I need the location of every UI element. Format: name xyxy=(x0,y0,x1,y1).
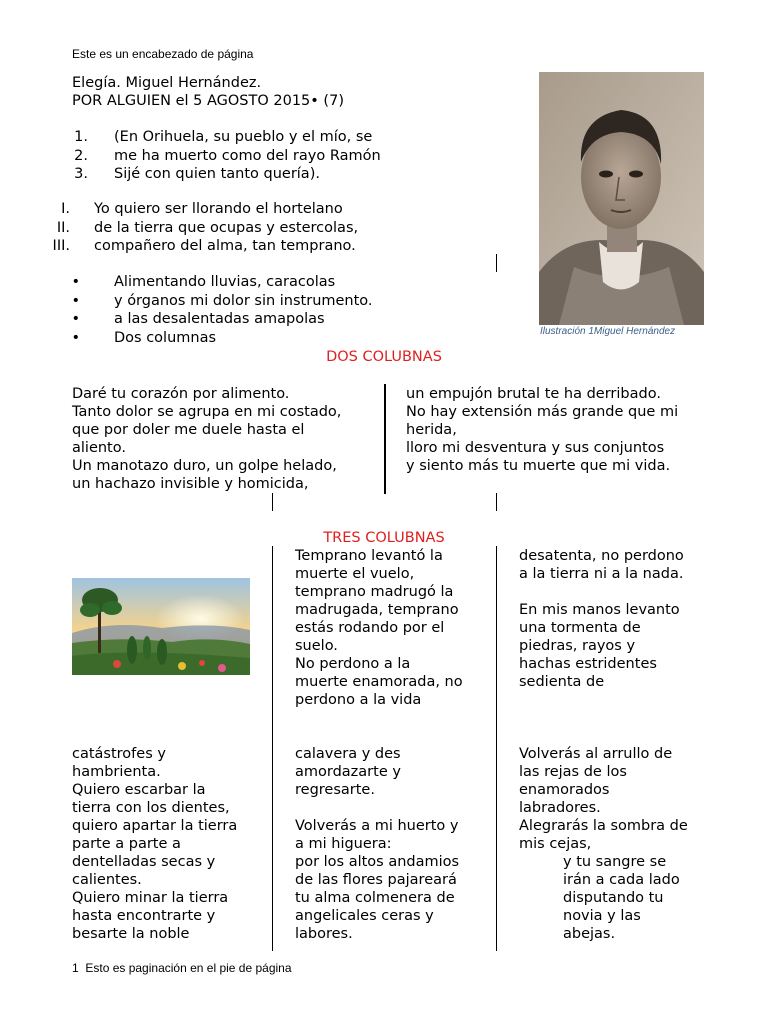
two-col-right xyxy=(406,385,716,475)
poem-byline: POR ALGUIEN el 5 AGOSTO 2015• (7) xyxy=(72,93,344,109)
list-text: me ha muerto como del rayo Ramón xyxy=(114,147,381,164)
list-item xyxy=(0,273,520,292)
poem-line: por los altos andamios xyxy=(295,854,460,870)
three-col-right-top xyxy=(519,547,714,691)
poem-line: piedras, rayos y xyxy=(519,638,636,654)
list-item xyxy=(0,329,520,348)
poem-line: de las flores pajareará xyxy=(295,872,457,888)
poem-line: calientes. xyxy=(72,872,142,888)
poem-line: y siento más tu muerte que mi vida. xyxy=(406,458,671,474)
list-marker: • xyxy=(71,311,80,327)
footer-page-number: 1 xyxy=(72,961,79,975)
poem-line: disputando tu xyxy=(563,890,664,906)
poem-line: una tormenta de xyxy=(519,620,641,636)
poem-line: Alegrarás la sombra de xyxy=(519,818,688,834)
page-footer xyxy=(72,961,292,975)
list-item xyxy=(0,147,520,166)
list-marker: 2. xyxy=(74,147,88,164)
poem-line: catástrofes y xyxy=(72,746,166,762)
column-divider xyxy=(272,546,273,951)
poem-line: labores. xyxy=(295,926,353,942)
poem-line: No hay extensión más grande que mi xyxy=(406,404,679,420)
list-marker: • xyxy=(71,329,80,346)
poem-line: Volverás al arrullo de xyxy=(519,746,673,762)
poem-line: abejas. xyxy=(563,926,616,942)
poem-line: Temprano levantó la xyxy=(295,548,443,564)
poem-line: herida, xyxy=(406,422,457,438)
list-item xyxy=(0,200,520,219)
list-marker: III. xyxy=(52,238,70,254)
poem-line: calavera y des xyxy=(295,746,401,762)
list-item xyxy=(0,310,520,329)
landscape-image xyxy=(72,578,250,675)
poem-line: un hachazo invisible y homicida, xyxy=(72,476,309,492)
page-header: Este es un encabezado de página xyxy=(72,47,254,61)
poem-line: hasta encontrarte y xyxy=(72,908,216,924)
list-marker: • xyxy=(71,292,80,309)
poem-line: a mi higuera: xyxy=(295,836,392,852)
poem-line: En mis manos levanto xyxy=(519,602,680,618)
three-col-mid-bottom xyxy=(295,745,490,943)
list-marker: 3. xyxy=(74,166,88,182)
poem-line: muerte enamorada, no xyxy=(295,674,463,690)
three-col-mid-top xyxy=(295,547,490,709)
list-text: de la tierra que ocupas y estercolas, xyxy=(94,219,359,236)
bullet-list xyxy=(0,273,520,347)
poem-line: tierra con los dientes, xyxy=(72,800,230,816)
section-two-heading: DOS COLUBNAS xyxy=(326,349,442,365)
three-col-left-bottom xyxy=(72,745,267,943)
poem-line: quiero apartar la tierra xyxy=(72,818,238,834)
poem-line: Quiero escarbar la xyxy=(72,782,206,798)
poem-line: Volverás a mi huerto y xyxy=(295,818,459,834)
poem-line: besarte la noble xyxy=(72,926,190,942)
poem-line: enamorados xyxy=(519,782,610,798)
poem-line: amordazarte y xyxy=(295,764,401,780)
poem-line: las rejas de los xyxy=(519,764,627,780)
list-item xyxy=(0,128,520,147)
list-text: y órganos mi dolor sin instrumento. xyxy=(114,292,373,309)
poem-line: parte a parte a xyxy=(72,836,181,852)
poem-line: muerte el vuelo, xyxy=(295,566,415,582)
poem-line: y tu sangre se xyxy=(563,854,667,870)
column-divider xyxy=(496,546,497,951)
poem-line: hambrienta. xyxy=(72,764,161,780)
portrait-image xyxy=(539,72,704,325)
poem-line: No perdono a la xyxy=(295,656,411,672)
poem-line: suelo. xyxy=(295,638,338,654)
roman-list xyxy=(0,200,520,256)
photo-caption: Ilustración 1Miguel Hernández xyxy=(540,326,676,337)
blank-line xyxy=(519,583,714,601)
list-item xyxy=(0,219,520,238)
list-marker: 1. xyxy=(74,129,88,145)
poem-line: sedienta de xyxy=(519,674,605,690)
numbered-list xyxy=(0,128,520,184)
column-mark xyxy=(496,254,497,272)
two-col-left xyxy=(72,385,382,493)
landscape-photo xyxy=(72,578,250,675)
poem-line: labradores. xyxy=(519,800,601,816)
list-text: (En Orihuela, su pueblo y el mío, se xyxy=(114,129,373,145)
poem-line: desatenta, no perdono xyxy=(519,548,684,564)
list-marker: • xyxy=(71,274,80,290)
list-item xyxy=(0,292,520,311)
poem-line: un empujón brutal te ha derribado. xyxy=(406,386,661,402)
poem-line: tu alma colmenera de xyxy=(295,890,455,906)
list-text: Alimentando lluvias, caracolas xyxy=(114,274,336,290)
column-mark xyxy=(272,493,273,511)
column-divider xyxy=(384,384,386,494)
section-three-heading: TRES COLUBNAS xyxy=(323,530,445,546)
poem-line: regresarte. xyxy=(295,782,375,798)
three-col-right-bottom xyxy=(519,745,719,943)
list-marker: I. xyxy=(61,201,70,217)
list-marker: II. xyxy=(56,219,70,236)
footer-text: Esto es paginación en el pie de página xyxy=(85,961,292,975)
poem-line: que por doler me duele hasta el xyxy=(72,422,305,438)
list-item xyxy=(0,237,520,256)
poem-line: temprano madrugó la xyxy=(295,584,454,600)
poem-line: novia y las xyxy=(563,908,641,924)
poem-title: Elegía. Miguel Hernández. xyxy=(72,75,262,91)
list-text: compañero del alma, tan temprano. xyxy=(94,238,356,254)
poem-line: Tanto dolor se agrupa en mi costado, xyxy=(72,404,342,420)
poem-line: Un manotazo duro, un golpe helado, xyxy=(72,458,337,474)
list-text: Dos columnas xyxy=(114,329,217,346)
poem-line: perdono a la vida xyxy=(295,692,422,708)
poem-line: lloro mi desventura y sus conjuntos xyxy=(406,440,665,456)
column-mark xyxy=(496,493,497,511)
poem-line: dentelladas secas y xyxy=(72,854,216,870)
poem-line: mis cejas, xyxy=(519,836,592,852)
poem-line: Quiero minar la tierra xyxy=(72,890,229,906)
poem-line: estás rodando por el xyxy=(295,620,445,636)
poem-line: Daré tu corazón por alimento. xyxy=(72,386,290,402)
poem-line: hachas estridentes xyxy=(519,656,657,672)
poem-line: aliento. xyxy=(72,440,126,456)
poem-line: irán a cada lado xyxy=(563,872,680,888)
poem-line: madrugada, temprano xyxy=(295,602,459,618)
list-text: Yo quiero ser llorando el hortelano xyxy=(94,201,343,217)
poem-line: a la tierra ni a la nada. xyxy=(519,566,684,582)
list-item xyxy=(0,165,520,184)
list-text: a las desalentadas amapolas xyxy=(114,311,325,327)
list-text: Sijé con quien tanto quería). xyxy=(114,166,320,182)
portrait-photo xyxy=(539,72,704,325)
blank-line xyxy=(295,799,490,817)
poem-line: angelicales ceras y xyxy=(295,908,434,924)
